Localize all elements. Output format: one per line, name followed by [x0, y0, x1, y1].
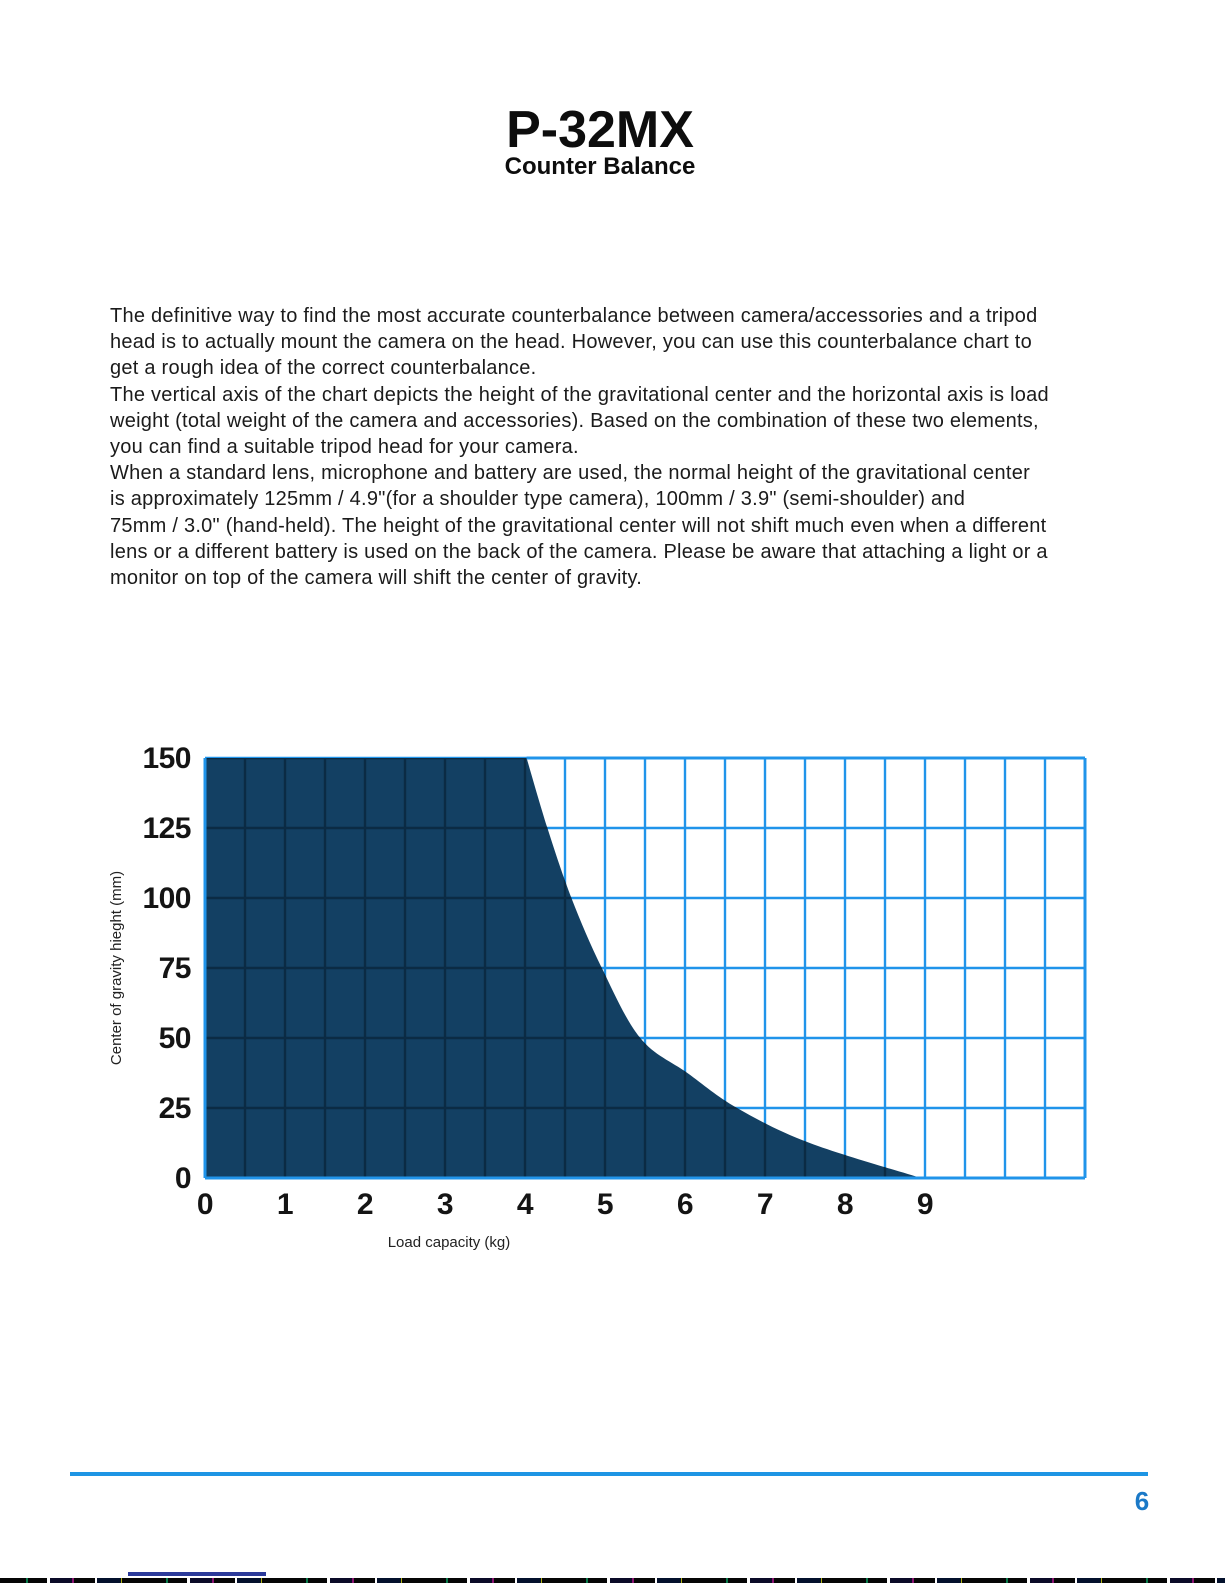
x-tick-label: 4: [516, 1188, 534, 1221]
y-tick-label: 100: [142, 882, 191, 915]
body-line: monitor on top of the camera will shift the center of gravity.: [110, 567, 643, 590]
x-tick-label: 8: [836, 1188, 854, 1221]
y-tick-label: 25: [158, 1092, 191, 1125]
x-tick-label: 7: [756, 1188, 774, 1221]
body-paragraphs: [110, 303, 1049, 591]
y-tick-label: 0: [174, 1162, 191, 1195]
page-title: P-32MX: [506, 101, 694, 159]
footer-rule: [70, 1472, 1148, 1476]
x-tick-label: 3: [436, 1188, 454, 1221]
page-number: 6: [1134, 1486, 1150, 1516]
x-tick-label: 1: [276, 1188, 294, 1221]
body-line: get a rough idea of the correct counterbalance.: [110, 357, 537, 380]
x-tick-label: 0: [196, 1188, 214, 1221]
footer-underline: [128, 1572, 266, 1576]
x-tick-label: 5: [596, 1188, 614, 1221]
body-line: lens or a different battery is used on the back of the camera. Please be aware that attaching a light or a: [110, 540, 1048, 563]
x-tick-label: 6: [676, 1188, 694, 1221]
body-line: 75mm / 3.0" (hand-held). The height of the gravitational center will not shift much even when a different: [110, 514, 1047, 537]
body-line: head is to actually mount the camera on the head. However, you can use this counterbalance chart to: [110, 331, 1032, 354]
y-axis-title: Center of gravity hieght (mm): [108, 870, 125, 1066]
body-line: The definitive way to find the most accurate counterbalance between camera/accessories and a tripod: [110, 305, 1038, 327]
y-tick-label: 150: [142, 745, 191, 775]
x-tick-label: 2: [356, 1188, 374, 1221]
chart-svg: [95, 745, 1135, 1275]
body-line: is approximately 125mm / 4.9"(for a shoulder type camera), 100mm / 3.9" (semi-shoulder) and: [110, 488, 966, 511]
page-subtitle: Counter Balance: [504, 153, 696, 180]
y-tick-label: 125: [142, 812, 191, 845]
body-line: The vertical axis of the chart depicts the height of the gravitational center and the horizontal axis is load: [110, 383, 1049, 406]
y-tick-label: 50: [158, 1022, 191, 1055]
x-axis-title: Load capacity (kg): [387, 1234, 511, 1251]
body-line: you can find a suitable tripod head for your camera.: [110, 436, 579, 459]
counterbalance-chart: [95, 745, 1135, 1275]
x-tick-label: 9: [916, 1188, 934, 1221]
body-line: weight (total weight of the camera and accessories). Based on the combination of these two elements,: [110, 409, 1039, 432]
chart-generated: [142, 745, 1085, 1221]
y-tick-label: 75: [158, 952, 191, 985]
scan-artifact-dashed-line: [0, 1578, 1225, 1583]
body-line: When a standard lens, microphone and battery are used, the normal height of the gravitational center: [110, 462, 1030, 485]
